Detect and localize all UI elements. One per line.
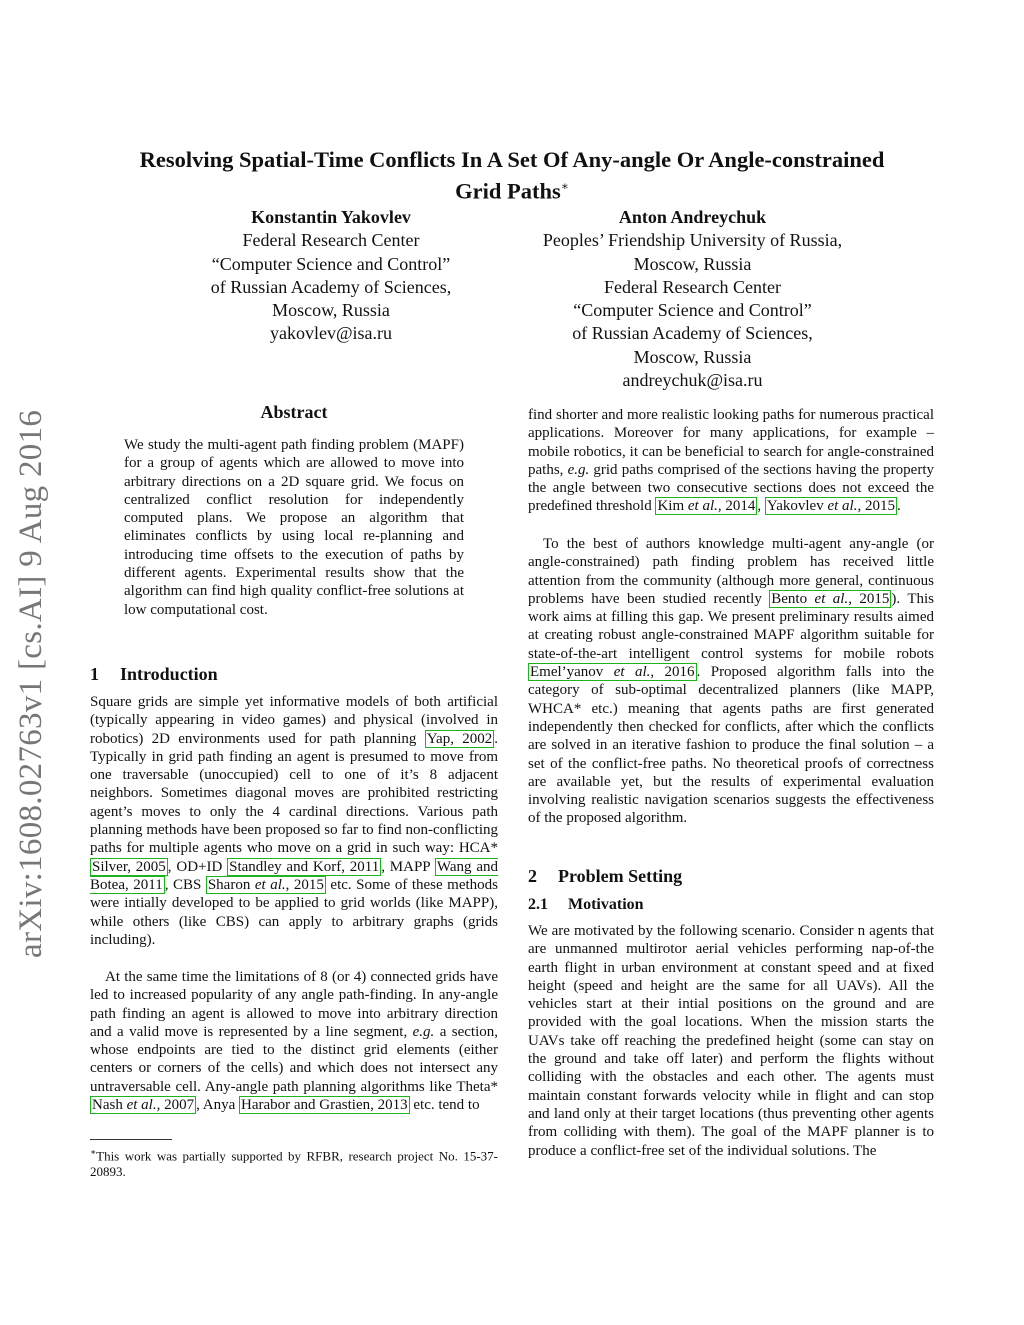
footnote-divider: [90, 1139, 172, 1140]
citation-link[interactable]: Silver, 2005: [92, 858, 166, 875]
subsection-title: Motivation: [568, 896, 644, 913]
section-1-heading: [90, 664, 218, 685]
citation-link[interactable]: Standley and Korf, 2011: [229, 858, 380, 875]
author-affiliation-line: “Computer Science and Control”: [211, 253, 451, 274]
subsection-2-1-heading: [528, 896, 644, 914]
author-block-1: [176, 206, 486, 346]
title-line-1: Resolving Spatial-Time Conflicts In A Set Of Any-angle Or Angle-constrained: [139, 147, 885, 172]
author-affiliation-line: Moscow, Russia: [272, 300, 390, 321]
section-number: 2: [528, 866, 537, 886]
author-email: yakovlev@isa.ru: [269, 323, 393, 344]
author-affiliation-line: Peoples’ Friendship University of Russia,: [542, 230, 843, 251]
arxiv-identifier: arXiv:1608.02763v1 [cs.AI] 9 Aug 2016: [13, 409, 49, 958]
citation-link[interactable]: Kim et al., 2014: [657, 498, 756, 515]
author-affiliation-line: “Computer Science and Control”: [573, 300, 812, 321]
title-footnote-mark: ∗: [560, 179, 569, 193]
section-2-heading: [528, 866, 682, 887]
author-affiliation-line: of Russian Academy of Sciences,: [210, 276, 452, 297]
paper-title: [90, 146, 934, 205]
author-affiliation-line: Federal Research Center: [242, 230, 420, 251]
abstract-text: We study the multi-agent path finding problem (MAPF) for a group of agents which are allowed to move into arbitrary directions on a 2D square grid. We focus on centralized conflict resolution for independently computed plans. We propose an algorithm that eliminates conflicts by using local re-planning and introducing time offsets to the execution of paths by different agents. Experimental results show that the algorithm can find high quality conflict-free solutions at low computational cost.: [124, 437, 464, 618]
author-affiliation-line: Moscow, Russia: [633, 346, 752, 367]
author-affiliation-line: Federal Research Center: [604, 276, 781, 297]
author-email: andreychuk@isa.ru: [622, 370, 763, 391]
citation-link[interactable]: Harabor and Grastien, 2013: [241, 1097, 408, 1114]
author-name: Konstantin Yakovlev: [251, 207, 411, 227]
citation-link[interactable]: Nash et al., 2007: [92, 1097, 195, 1114]
author-affiliation-line: of Russian Academy of Sciences,: [572, 323, 813, 344]
abstract-heading: Abstract: [260, 402, 328, 422]
citation-link[interactable]: Bento et al., 2015: [771, 590, 890, 607]
citation-link[interactable]: Yakovlev et al., 2015: [766, 498, 895, 515]
author-affiliation-line: Moscow, Russia: [633, 253, 752, 274]
author-block-2: [505, 206, 880, 392]
citation-link[interactable]: Wang and Botea, 2011: [90, 858, 498, 893]
subsection-number: 2.1: [528, 896, 548, 913]
title-line-2: Grid Paths: [455, 178, 561, 204]
intro-paragraph-4: To the best of authors knowledge multi-agent any-angle (or angle-constrained) path finding problem has received little attention from the community (although more general, continuous problems have been studied recently Bento et al., 2015 ). This work aims at filling this gap. We present preliminary results aimed at creating robust angle-constrained MAPF algorithm suitable for state-of-the-art intelligent control systems for mobile robots Emel’yanov et al., 2016 . Proposed algorithm falls into the category of sub-optimal decentralized planners (like MAPP, WHCA* etc.) meaning that agents paths are first generated independently then checked for conflicts, after which the conflicts are solved in an iterative fashion to produce the final solution – a set of the conflict-free paths. No theoretical proofs of correctness are available yet, but the results of experimental evaluation involving realistic navigation scenarios suggests the effectiveness of the proposed algorithm.: [528, 536, 935, 827]
motivation-paragraph: We are motivated by the following scenario. Consider n agents that are unmanned multirotor aerial vehicles performing nap-of-the earth flight in urban environment at constant speed and at fixed height (speed and height are the same for all UAVs). All the vehicles start at their intial positions on the ground and are provided with the goal locations. When the mission starts the UAVs take off reaching the predefined height (some can stay on the ground and take off later) and perform the flights without colliding with the obstacles and each other. The agents must maintain constant forwards velocity while in flight and can stop and land only at their target locations (thus preventing other agents from colliding with them). The goal of the MAPF planner is to produce a conflict-free set of the individual solutions. The: [528, 923, 934, 1159]
citation-link[interactable]: Yap, 2002: [426, 730, 493, 747]
section-number: 1: [90, 664, 99, 684]
citation-link[interactable]: Sharon et al., 2015: [207, 876, 324, 893]
section-title: Problem Setting: [558, 866, 683, 886]
intro-paragraph-3: find shorter and more realistic looking paths for numerous practical applications. Moreover for many applications, for example – mobile robotics, it can be beneficial to search for angle-constrained paths, e.g. grid paths comprised of the sections having the property the angle between two consecutive sections does not exceed the predefined threshold Kim et al., 2014 , Yakovlev et al., 2015 .: [528, 407, 934, 515]
intro-paragraph-2: At the same time the limitations of 8 (or 4) connected grids have led to increased popularity of any angle path-finding. In any-angle path finding an agent is allowed to move into arbitrary direction and a valid move is represented by a line segment, e.g. a section, whose endpoints are tied to the distinct grid elements (either centers or corners of the cells) and which does not intersect any untraversable cell. Any-angle path planning algorithms like Theta* Nash et al., 2007 , Anya Harabor and Grastien, 2013 etc. tend to: [90, 969, 498, 1114]
intro-paragraph-1: Square grids are simple yet informative models of both artificial (typically appearing in video games) and physical (involved in robotics) 2D environments used for path planning Yap, 2002 . Typically in grid path finding an agent is presumed to move from one traversable (unoccupied) cell to one of it’s 8 adjacent neighbors. Sometimes diagonal moves are prohibited restricting agent’s moves to only the 4 cardinal directions. Various path planning methods have been proposed so far to find non-conflicting paths for multiple agents who move on a grid in such way: HCA* Silver, 2005 , OD+ID Standley and Korf, 2011 , MAPP Wang and Botea, 2011 , CBS Sharon et al., 2015 etc. Some of these methods were intially developed to be applied to grid worlds (like MAPP), while others (like CBS) can apply to arbitrary graphs (grids including).: [90, 694, 499, 948]
section-title: Introduction: [120, 664, 218, 684]
citation-link[interactable]: Emel’yanov et al., 2016: [530, 664, 695, 681]
footnote: ∗This work was partially supported by RFBR, research project No. 15-37-20893.: [90, 1147, 498, 1180]
author-name: Anton Andreychuk: [618, 207, 767, 227]
